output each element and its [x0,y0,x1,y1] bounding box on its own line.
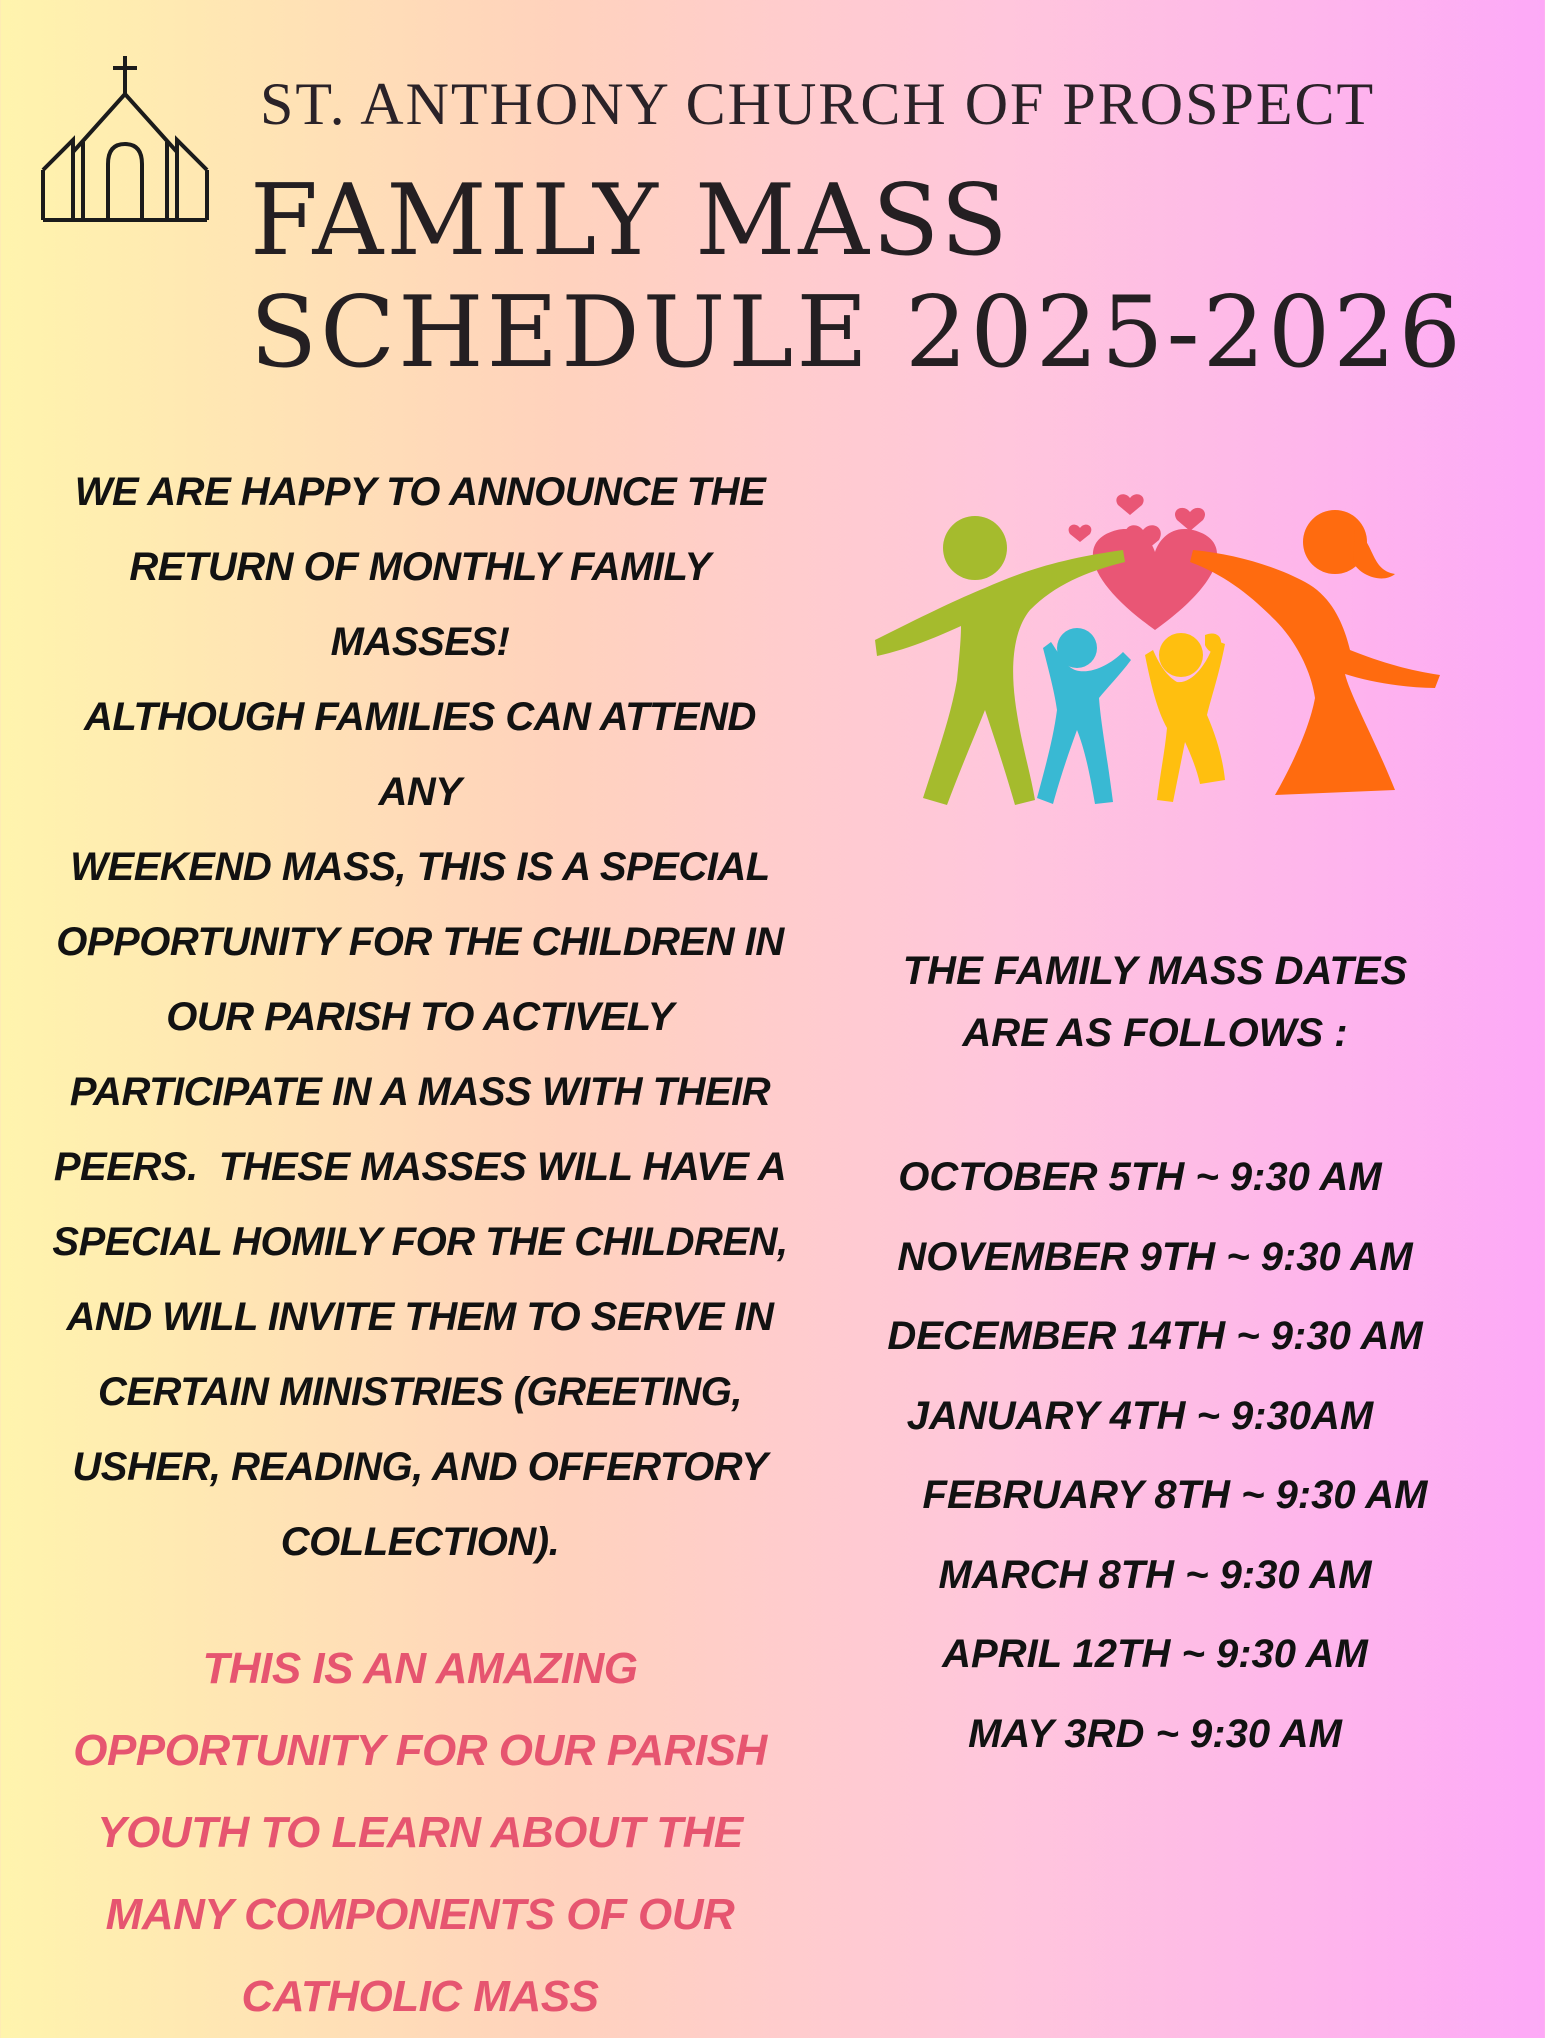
family-heart-icon [855,470,1455,830]
announcement-line: WEEKEND MASS, THIS IS A SPECIAL [70,845,770,889]
announcement-line: ALTHOUGH FAMILIES CAN ATTEND ANY [84,695,756,814]
date-item: OCTOBER 5TH ~ 9:30 AM [898,1155,1382,1199]
dates-list [870,1138,1440,1774]
date-item: APRIL 12TH ~ 9:30 AM [942,1632,1368,1676]
announcement-line: WE ARE HAPPY TO ANNOUNCE THE [74,470,766,514]
date-item: JANUARY 4TH ~ 9:30AM [906,1393,1374,1438]
highlight-line: CATHOLIC MASS [241,1972,599,2021]
announcement-line: PEERS. THESE MASSES WILL HAVE A [53,1145,787,1189]
dates-heading-line: THE FAMILY MASS DATES [902,949,1408,993]
announcement-line: PARTICIPATE IN A MASS WITH THEIR [69,1070,771,1114]
highlight-line: THIS IS AN AMAZING [202,1644,638,1693]
date-item: NOVEMBER 9TH ~ 9:30 AM [897,1234,1413,1279]
church-name: ST. ANTHONY CHURCH OF PROSPECT [260,71,1376,137]
date-item: MARCH 8TH ~ 9:30 AM [938,1552,1372,1597]
schedule-column [870,940,1440,1774]
highlight-line: YOUTH TO LEARN ABOUT THE [97,1808,743,1857]
dates-heading-line: ARE AS FOLLOWS : [962,1011,1348,1055]
date-item: FEBRUARY 8TH ~ 9:30 AM [922,1473,1428,1517]
announcement-line: RETURN OF MONTHLY FAMILY MASSES! [129,545,711,664]
church-icon [40,52,210,232]
highlight-line: MANY COMPONENTS OF OUR [105,1890,735,1939]
announcement-text [40,455,800,1580]
title-line-2: SCHEDULE 2025-2026 [250,276,1464,390]
announcement-line: OPPORTUNITY FOR THE CHILDREN IN [56,920,784,964]
title-line-1: FAMILY MASS [250,164,1011,278]
announcement-line: AND WILL INVITE THEM TO SERVE IN [66,1295,774,1339]
announcement-line: CERTAIN MINISTRIES (GREETING, [97,1370,743,1414]
date-item: MAY 3RD ~ 9:30 AM [968,1711,1342,1756]
dates-heading [870,940,1440,1064]
announcement-line: SPECIAL HOMILY FOR THE CHILDREN, [52,1220,788,1264]
announcement-column [40,455,800,2038]
date-item: DECEMBER 14TH ~ 9:30 AM [887,1314,1423,1358]
highlight-line: OPPORTUNITY FOR OUR PARISH [73,1726,767,1775]
announcement-line: USHER, READING, AND OFFERTORY [72,1445,768,1489]
announcement-line: COLLECTION). [280,1520,560,1564]
announcement-line: OUR PARISH TO ACTIVELY [166,995,674,1039]
highlight-text [40,1628,800,2038]
page-title [250,165,1500,389]
